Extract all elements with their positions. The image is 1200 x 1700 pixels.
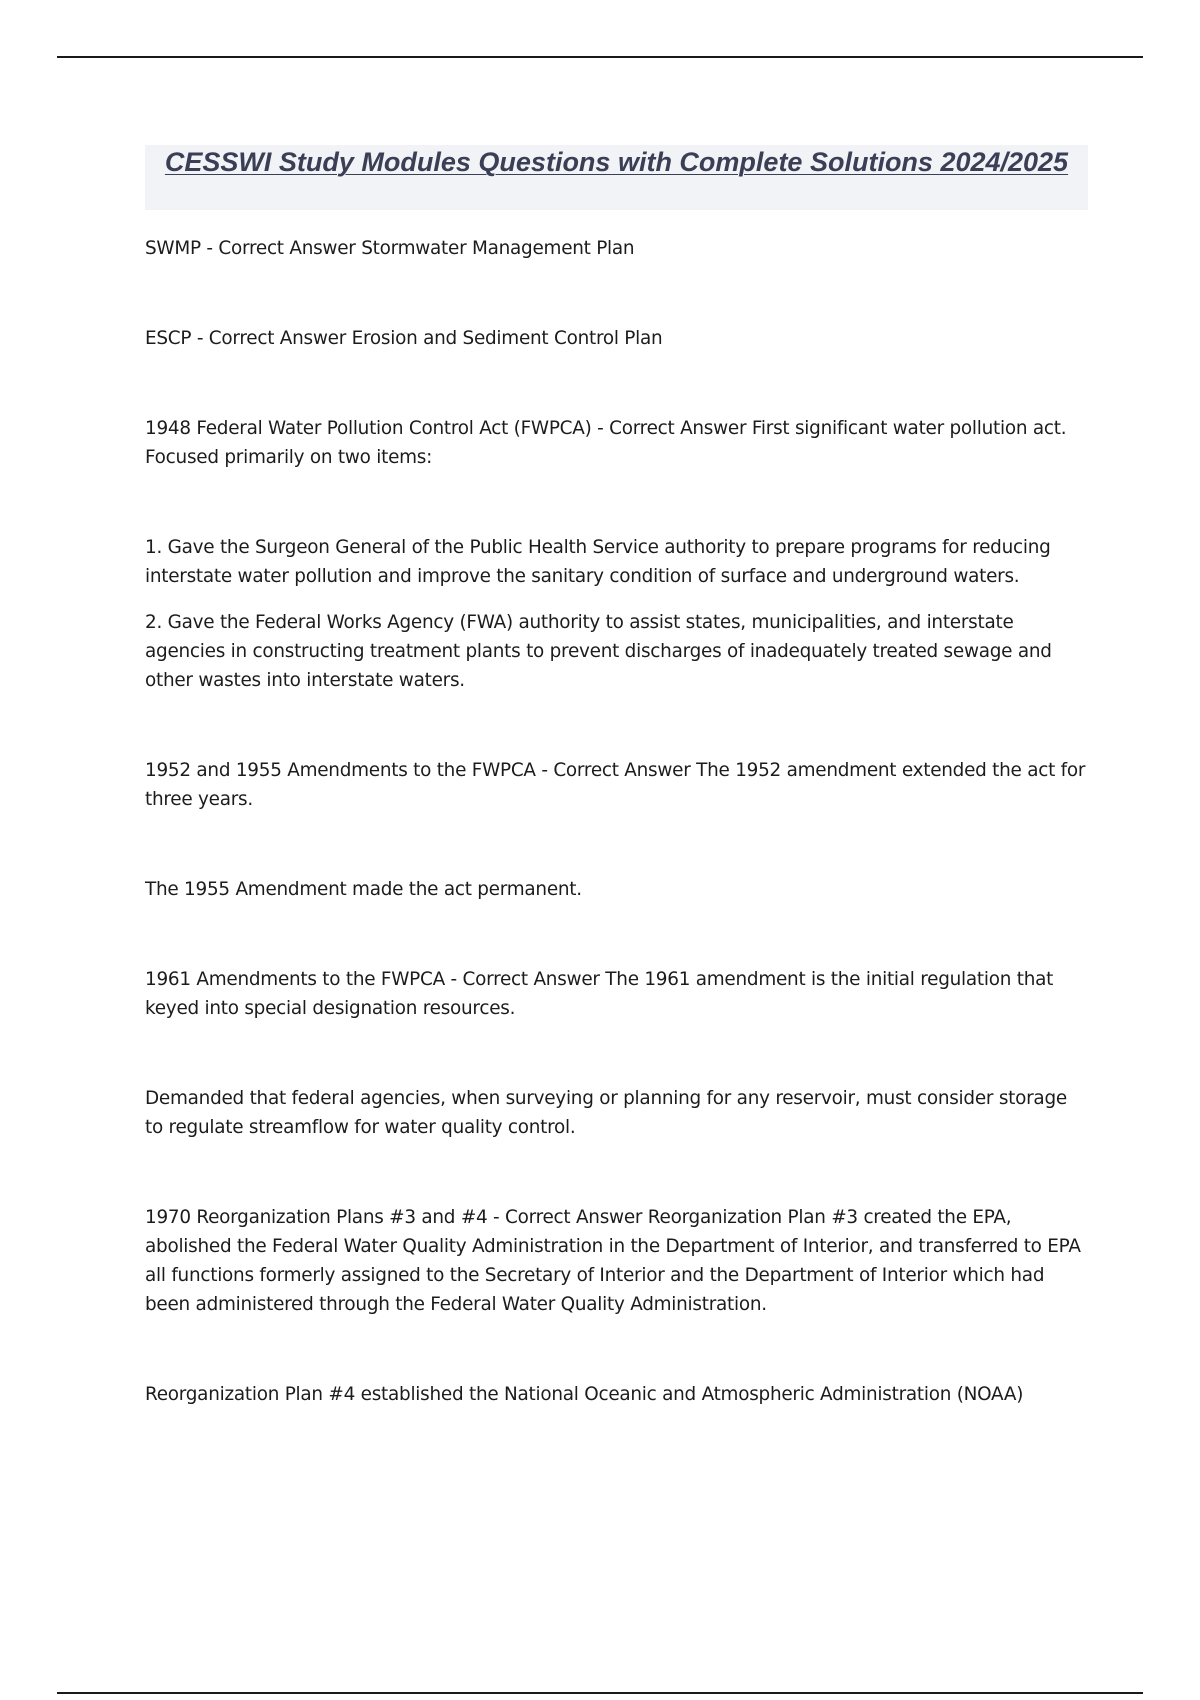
qa-swmp: SWMP - Correct Answer Stormwater Management Plan bbox=[145, 238, 635, 259]
qa-1970-reorganization: 1970 Reorganization Plans #3 and #4 - Correct Answer Reorganization Plan #3 created the EPA, abolished the Federal Water Quality Administration in the Department of Interior, and transferred to EPA all functions formerly assigned to the Secretary of Interior and the Department of Interior which had been administered through the Federal Water Quality Administration. bbox=[145, 1207, 1081, 1315]
note-1955-amendment: The 1955 Amendment made the act permanent. bbox=[145, 879, 582, 900]
qa-1948-fwpca: 1948 Federal Water Pollution Control Act (FWPCA) - Correct Answer First significant water pollution act. Focused primarily on two items: bbox=[145, 418, 1067, 468]
fwpca-item-2: 2. Gave the Federal Works Agency (FWA) authority to assist states, municipalities, and interstate agencies in constructing treatment plants to prevent discharges of inadequately treated sewage and other wastes into interstate waters. bbox=[145, 612, 1052, 691]
qa-1961-amendments: 1961 Amendments to the FWPCA - Correct Answer The 1961 amendment is the initial regulation that keyed into special designation resources. bbox=[145, 969, 1054, 1019]
qa-escp: ESCP - Correct Answer Erosion and Sediment Control Plan bbox=[145, 328, 663, 349]
fwpca-item-1: 1. Gave the Surgeon General of the Public Health Service authority to prepare programs for reducing interstate water pollution and improve the sanitary condition of surface and underground waters. bbox=[145, 537, 1051, 587]
top-rule bbox=[57, 56, 1143, 58]
document-title: CESSWI Study Modules Questions with Complete Solutions 2024/2025 bbox=[164, 147, 1069, 177]
title-banner bbox=[145, 145, 1088, 210]
note-federal-agencies: Demanded that federal agencies, when surveying or planning for any reservoir, must consider storage to regulate streamflow for water quality control. bbox=[145, 1088, 1067, 1138]
document-body bbox=[145, 234, 1090, 1409]
bottom-rule bbox=[57, 1692, 1143, 1694]
note-plan-4-noaa: Reorganization Plan #4 established the National Oceanic and Atmospheric Administration (NOAA) bbox=[145, 1384, 1024, 1405]
qa-1952-1955-amendments: 1952 and 1955 Amendments to the FWPCA - Correct Answer The 1952 amendment extended the act for three years. bbox=[145, 760, 1086, 810]
